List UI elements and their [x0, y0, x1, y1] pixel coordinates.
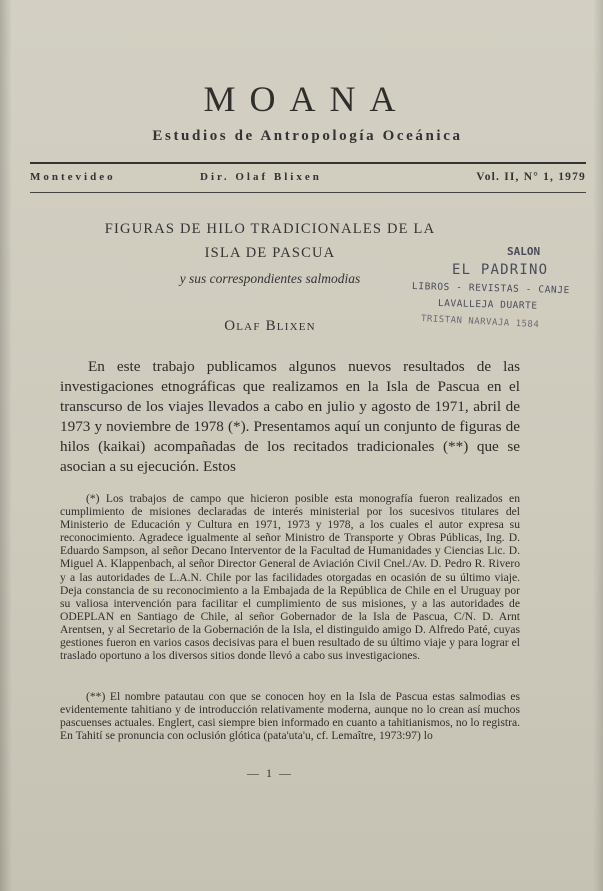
stamp-line-3: LIBROS - REVISTAS - CANJE — [411, 281, 571, 297]
header-rule-bottom — [30, 192, 586, 193]
footnote-2 — [60, 690, 520, 742]
article-subtitle: y sus correspondientes salmodias — [179, 271, 361, 286]
article-title-line-2: ISLA DE PASCUA — [204, 245, 336, 261]
body-paragraph: En este trabajo publicamos algunos nuevos resultados de las investigaciones etnográficas que realizamos en la Isla de Pascua en el transcurso de los viajes llevados a cabo en julio y agosto de 1971, abril de 1973 y noviembre de 1978 (*). Presentamos aquí un conjunto de figuras de hilos (kaikai) acompañadas de los recitados tradicionales (**) que se asocian a su ejecución. Estos — [60, 358, 520, 475]
issue-place: Montevideo — [30, 171, 116, 183]
footnote-2-text: (**) El nombre patautau con que se conocen hoy en la Isla de Pascua estas salmodias es evidentemente tahitiano y de introducción relativamente moderna, aunque no lo crean así muchos pascuenses actuales. Englert, casi siempre bien informado en cuanto a tahitianismos, no lo registra. En Tahití se pronuncia con oclusión glótica (pata'uta'u, cf. Lemaître, 1973:97) lo — [60, 690, 520, 743]
issue-volume: Vol. II, N° 1, 1979 — [476, 171, 586, 183]
journal-title: MOANA — [203, 79, 410, 119]
stamp-line-2: EL PADRINO — [452, 262, 549, 278]
footnote-1-text: (*) Los trabajos de campo que hicieron posible esta monografía fueron realizados en cumplimiento de misiones declaradas de interés ministerial por los sucesivos titulares del Ministerio de Educación y Cultura en 1971, 1973 y 1978, a los cuales el autor expresa su reconocimiento. Agradece igualmente al señor Ministro de Transporte y Obras Públicas, Ing. D. Eduardo Sampson, al señor Decano Interventor de la Facultad de Humanidades y Ciencias Lic. D. Miguel A. Klappenbach, al señor Director General de Aviación Civil Cnel./Av. D. Pedro R. Rivero y a las autoridades de L.A.N. Chile por las facilidades otorgadas en ocasión de su último viaje. Deja constancia de su reconocimiento a la Embajada de la República de Chile en el Uruguay por su valiosa intervención para facilitar el cumplimiento de sus misiones, y a las autoridades de ODEPLAN en Santiago de Chile, al señor Gobernador de la Isla de Pascua, C/N. D. Arnt Arentsen, y al Secretario de la Gobernación de la Isla, el distinguido amigo D. Alfredo Paté, cuyas gestiones fueron en varios casos decisivas para el buen resultado de su último viaje y para lograr el traslado oportuno a los diversos sitios donde llevó a cabo sus investigaciones. — [60, 492, 520, 663]
issue-info-bar — [30, 168, 586, 188]
journal-subtitle: Estudios de Antropología Oceánica — [152, 128, 463, 144]
body-text — [60, 357, 520, 477]
issue-director: Dir. Olaf Blixen — [200, 171, 322, 183]
article-author: Olaf Blixen — [224, 318, 316, 334]
stamp-line-5: TRISTAN NARVAJA 1584 — [420, 314, 540, 331]
stamp-line-1: SALON — [507, 245, 541, 258]
header-rule-top — [30, 162, 586, 164]
stamp-line-4: LAVALLEJA DUARTE — [437, 298, 538, 312]
footnote-1 — [60, 492, 520, 662]
article-title-line-1: FIGURAS DE HILO TRADICIONALES DE LA — [104, 221, 436, 237]
page-number: — 1 — — [247, 766, 293, 780]
